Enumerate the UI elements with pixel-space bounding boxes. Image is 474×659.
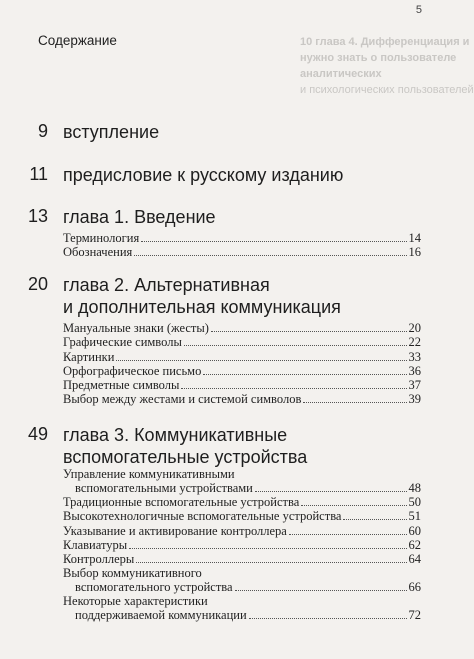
- leader-dots: [136, 562, 406, 563]
- leader-dots: [343, 519, 406, 520]
- chapter-title: вступление: [63, 122, 160, 142]
- entry-label-continued: вспомогательного устройства: [75, 579, 233, 594]
- entry-page: 14: [408, 231, 421, 246]
- entry-label: Контроллеры: [63, 551, 135, 566]
- chapter-title: предисловие к русскому изданию: [63, 165, 344, 185]
- entry-label: Предметные символы: [63, 377, 180, 392]
- leader-dots: [211, 331, 407, 332]
- leader-dots: [289, 534, 407, 535]
- entry-page: 22: [408, 335, 421, 350]
- entry-label: Обозначения: [63, 245, 133, 260]
- chapter-page-number: 13: [27, 206, 48, 226]
- entry-page: 51: [408, 509, 421, 524]
- entry-label: Указывание и активирование контроллера: [63, 523, 287, 538]
- leader-dots: [116, 360, 406, 361]
- leader-dots: [301, 505, 406, 506]
- entry-label: Мануальные знаки (жесты): [63, 321, 209, 336]
- toc-entry[interactable]: [63, 594, 421, 622]
- entry-label-continued: вспомогательными устройствами: [75, 481, 253, 495]
- toc-entry[interactable]: [63, 467, 421, 495]
- entry-label: Выбор коммуникативного: [63, 565, 202, 580]
- entry-label: Клавиатуры: [63, 537, 128, 552]
- bleed-through-text: [300, 34, 474, 98]
- entry-label: Управление коммуникативными: [63, 467, 235, 481]
- entry-page: 16: [408, 245, 421, 260]
- toc-entry[interactable]: [63, 378, 421, 392]
- entry-page: 20: [408, 321, 421, 336]
- toc-entry[interactable]: [63, 552, 421, 566]
- entry-label: Некоторые характеристики: [63, 593, 208, 608]
- bleed-line: и психологических пользователей: [300, 84, 474, 96]
- chapter-entries: [63, 467, 421, 622]
- leader-dots: [203, 374, 406, 375]
- toc-entry[interactable]: [63, 495, 421, 509]
- leader-dots: [303, 402, 406, 403]
- toc-entry[interactable]: [63, 523, 421, 537]
- chapter-title: глава 1. Введение: [63, 207, 216, 227]
- entry-page: 64: [408, 551, 421, 566]
- entry-label: Орфографическое письмо: [63, 363, 202, 378]
- toc-entry[interactable]: [63, 538, 421, 552]
- entry-page: 50: [408, 495, 421, 510]
- entry-label: Графические символы: [63, 335, 182, 350]
- entry-label: Терминология: [63, 231, 140, 246]
- leader-dots: [181, 388, 406, 389]
- toc-entry[interactable]: [63, 364, 421, 378]
- toc-entry[interactable]: [63, 566, 421, 594]
- entry-label: Выбор между жестами и системой символов: [63, 392, 302, 407]
- chapter-entries: [63, 321, 421, 406]
- toc-entry[interactable]: [63, 321, 421, 335]
- toc-entry[interactable]: [63, 335, 421, 349]
- entry-page: 62: [408, 537, 421, 552]
- toc-heading: Содержание: [38, 33, 117, 48]
- entry-label: Высокотехнологичные вспомогательные устройства: [63, 509, 342, 524]
- leader-dots: [129, 548, 406, 549]
- chapter-title: [63, 424, 423, 468]
- chapter-page-number: 49: [27, 424, 48, 444]
- entry-page: 36: [408, 363, 421, 378]
- bleed-line: нужно знать о пользователе: [300, 52, 457, 64]
- entry-page: 33: [408, 349, 421, 364]
- entry-page: 48: [408, 481, 421, 495]
- entry-label: Картинки: [63, 349, 115, 364]
- entry-label-continued: поддерживаемой коммуникации: [75, 607, 247, 622]
- leader-dots: [141, 241, 406, 242]
- bleed-line: 10 глава 4. Дифференциация и: [300, 36, 470, 48]
- chapter-title-line: и дополнительная коммуникация: [63, 297, 341, 317]
- toc-entry[interactable]: [63, 231, 421, 245]
- leader-dots: [255, 491, 407, 492]
- toc-entry[interactable]: [63, 349, 421, 363]
- chapter-title-line: вспомогательные устройства: [63, 447, 308, 467]
- toc-entry[interactable]: [63, 245, 421, 259]
- entry-page: 60: [408, 523, 421, 538]
- leader-dots: [249, 618, 407, 619]
- chapter-title-line: глава 2. Альтернативная: [63, 275, 270, 295]
- bleed-line: аналитических: [300, 68, 382, 80]
- entry-page: 66: [408, 579, 421, 594]
- leader-dots: [235, 590, 407, 591]
- toc-entry[interactable]: [63, 509, 421, 523]
- chapter-page-number: 20: [27, 274, 48, 294]
- leader-dots: [134, 255, 406, 256]
- entry-label: Традиционные вспомогательные устройства: [63, 495, 300, 510]
- chapter-title-line: глава 3. Коммуникативные: [63, 425, 288, 445]
- entry-page: 39: [408, 392, 421, 407]
- page-number: 5: [415, 4, 422, 16]
- leader-dots: [184, 345, 407, 346]
- chapter-title: [63, 274, 423, 318]
- toc-entry[interactable]: [63, 392, 421, 406]
- entry-page: 72: [408, 607, 421, 622]
- chapter-page-number: 11: [29, 164, 48, 184]
- chapter-page-number: 9: [37, 121, 48, 141]
- entry-page: 37: [408, 377, 421, 392]
- chapter-entries: [63, 231, 421, 259]
